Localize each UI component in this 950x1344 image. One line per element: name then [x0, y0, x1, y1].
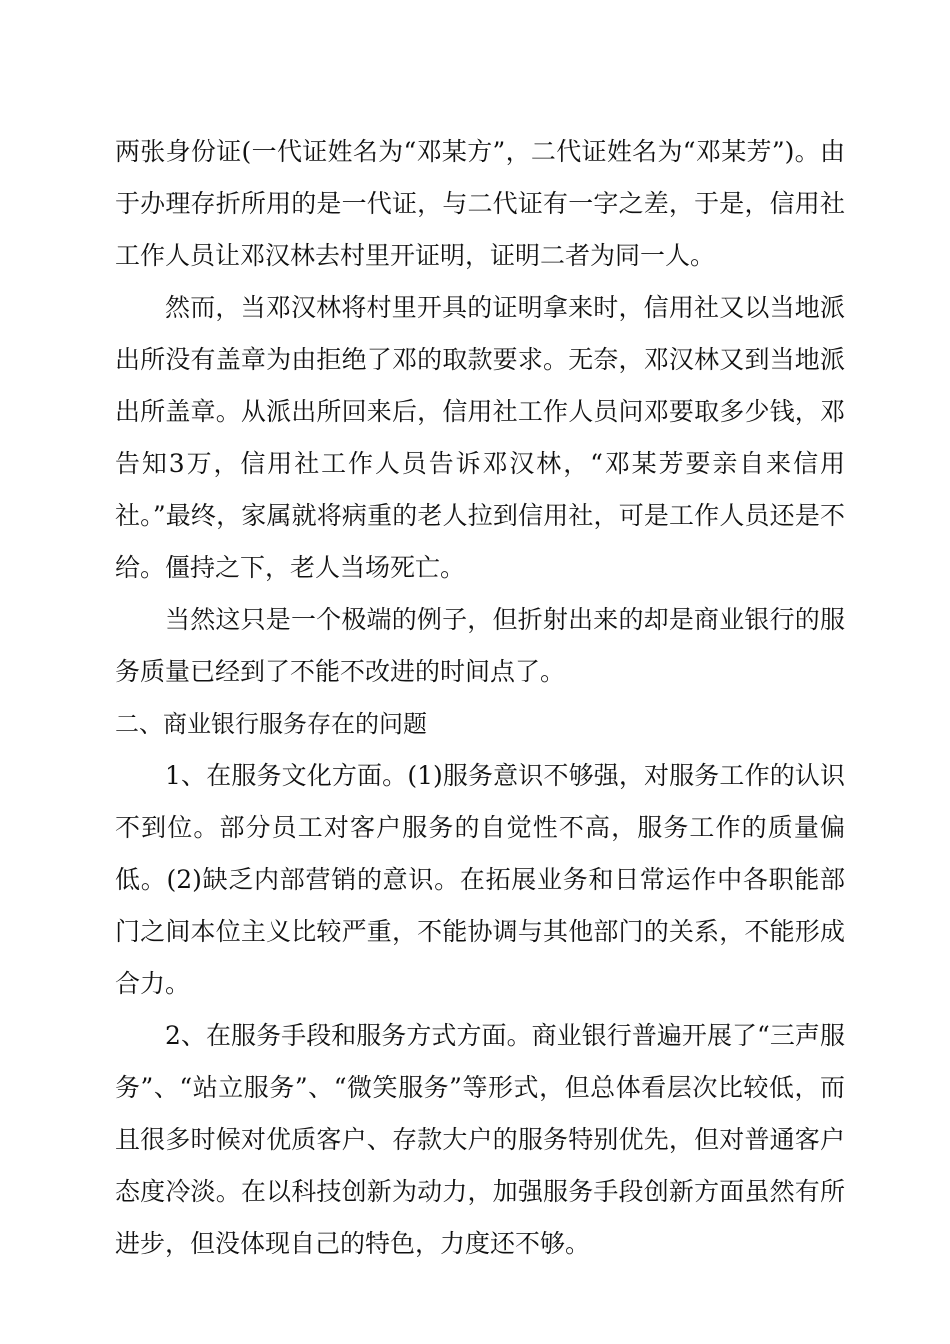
paragraph-service-methods: 2、在服务手段和服务方式方面。商业银行普遍开展了“三声服务”、“站立服务”、“微笑服务”等形式，但总体看层次比较低，而且很多时候对优质客户、存款大户的服务特别优先，但对普通客户态度冷淡。在以科技创新为动力，加强服务手段创新方面虽然有所进步，但没体现自己的特色，力度还不够。	[115, 1021, 845, 1258]
section-heading: 二、商业银行服务存在的问题	[115, 710, 427, 738]
paragraph-continuation: 两张身份证(一代证姓名为“邓某方”，二代证姓名为“邓某芳”)。由于办理存折所用的是一代证，与二代证有一字之差，于是，信用社工作人员让邓汉林去村里开证明，证明二者为同一人。	[115, 137, 845, 270]
paragraph-service-culture: 1、在服务文化方面。(1)服务意识不够强，对服务工作的认识不到位。部分员工对客户服务的自觉性不高，服务工作的质量偏低。(2)缺乏内部营销的意识。在拓展业务和日常运作中各职能部门之间本位主义比较严重，不能协调与其他部门的关系，不能形成合力。	[115, 761, 845, 998]
paragraph-incident: 然而，当邓汉林将村里开具的证明拿来时，信用社又以当地派出所没有盖章为由拒绝了邓的取款要求。无奈，邓汉林又到当地派出所盖章。从派出所回来后，信用社工作人员问邓要取多少钱，邓告知3万，信用社工作人员告诉邓汉林，“邓某芳要亲自来信用社。”最终，家属就将病重的老人拉到信用社，可是工作人员还是不给。僵持之下，老人当场死亡。	[115, 293, 845, 582]
paragraph-conclusion: 当然这只是一个极端的例子，但折射出来的却是商业银行的服务质量已经到了不能不改进的时间点了。	[115, 605, 845, 686]
document-body	[115, 126, 845, 1270]
